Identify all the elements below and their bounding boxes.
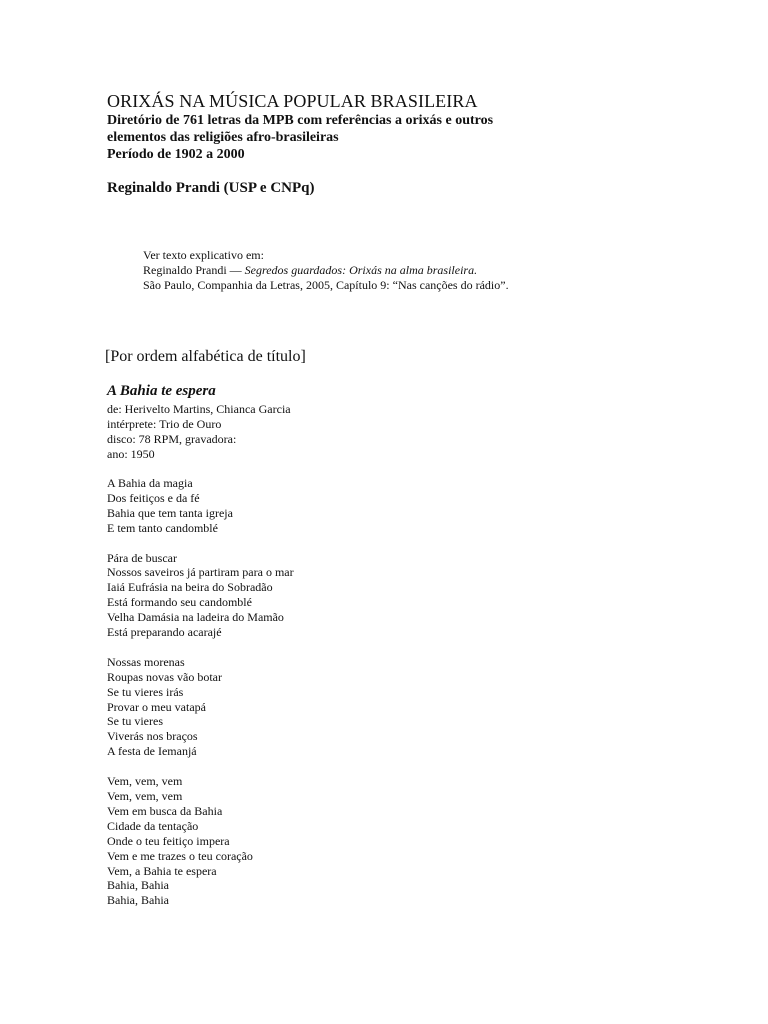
lyric-line: Nossas morenas [107, 654, 185, 669]
lyric-line: Está preparando acarajé [107, 625, 222, 640]
document-subtitle [107, 112, 493, 163]
lyric-line: Onde o teu feitiço impera [107, 833, 230, 848]
lyric-line: Se tu vieres irás [107, 684, 184, 699]
lyric-line: Se tu vieres [107, 714, 163, 729]
subtitle-line: Diretório de 761 letras da MPB com referências a orixás e outros [107, 113, 494, 128]
lyric-line: Bahia, Bahia [107, 893, 169, 908]
order-note: [Por ordem alfabética de título] [105, 348, 306, 365]
song-disc: disco: 78 RPM, gravadora: [107, 432, 237, 446]
lyric-stanza [107, 551, 294, 640]
lyric-stanza [107, 774, 294, 908]
lyric-line: Provar o meu vatapá [107, 699, 206, 714]
lyric-line: Dos feitiços e da fé [107, 490, 200, 505]
lyric-line: Viverás nos braços [107, 729, 198, 744]
reference-publisher: São Paulo, Companhia da Letras, 2005, Capítulo 9: “Nas canções do rádio”. [143, 278, 509, 292]
lyric-line: Bahia que tem tanta igreja [107, 505, 233, 520]
lyric-stanza [107, 476, 294, 536]
lyric-line: Cidade da tentação [107, 818, 199, 833]
lyric-line: Vem, vem, vem [107, 788, 183, 803]
song-year: ano: 1950 [107, 447, 155, 461]
song-lyrics [107, 476, 294, 923]
lyric-line: A festa de Iemanjá [107, 744, 197, 759]
reference-block [143, 248, 509, 293]
lyric-line: Vem e me trazes o teu coração [107, 848, 253, 863]
lyric-line: Bahia, Bahia [107, 878, 169, 893]
reference-book-title: Segredos guardados: Orixás na alma brasileira. [244, 263, 478, 277]
lyric-line: Iaiá Eufrásia na beira do Sobradão [107, 580, 273, 595]
reference-intro: Ver texto explicativo em: [143, 248, 264, 262]
reference-citation [143, 263, 509, 278]
subtitle-line: elementos das religiões afro-brasileiras [107, 130, 339, 145]
lyric-line: Nossos saveiros já partiram para o mar [107, 565, 294, 580]
document-title: ORIXÁS NA MÚSICA POPULAR BRASILEIRA [107, 91, 478, 111]
song-meta [107, 402, 291, 462]
lyric-line: Vem, a Bahia te espera [107, 863, 217, 878]
lyric-line: Está formando seu candomblé [107, 595, 252, 610]
lyric-stanza [107, 655, 294, 759]
song-composers: de: Herivelto Martins, Chianca Garcia [107, 402, 291, 416]
song-title: A Bahia te espera [107, 383, 216, 399]
lyric-line: Velha Damásia na ladeira do Mamão [107, 610, 284, 625]
lyric-line: Pára de buscar [107, 550, 177, 565]
lyric-line: E tem tanto candomblé [107, 520, 218, 535]
lyric-line: Vem em busca da Bahia [107, 803, 223, 818]
reference-author: Reginaldo Prandi — [143, 263, 245, 277]
song-performer: intérprete: Trio de Ouro [107, 417, 222, 431]
author-line: Reginaldo Prandi (USP e CNPq) [107, 180, 315, 196]
lyric-line: Roupas novas vão botar [107, 669, 222, 684]
subtitle-line: Período de 1902 a 2000 [107, 147, 245, 162]
lyric-line: A Bahia da magia [107, 476, 193, 490]
lyric-line: Vem, vem, vem [107, 774, 183, 789]
